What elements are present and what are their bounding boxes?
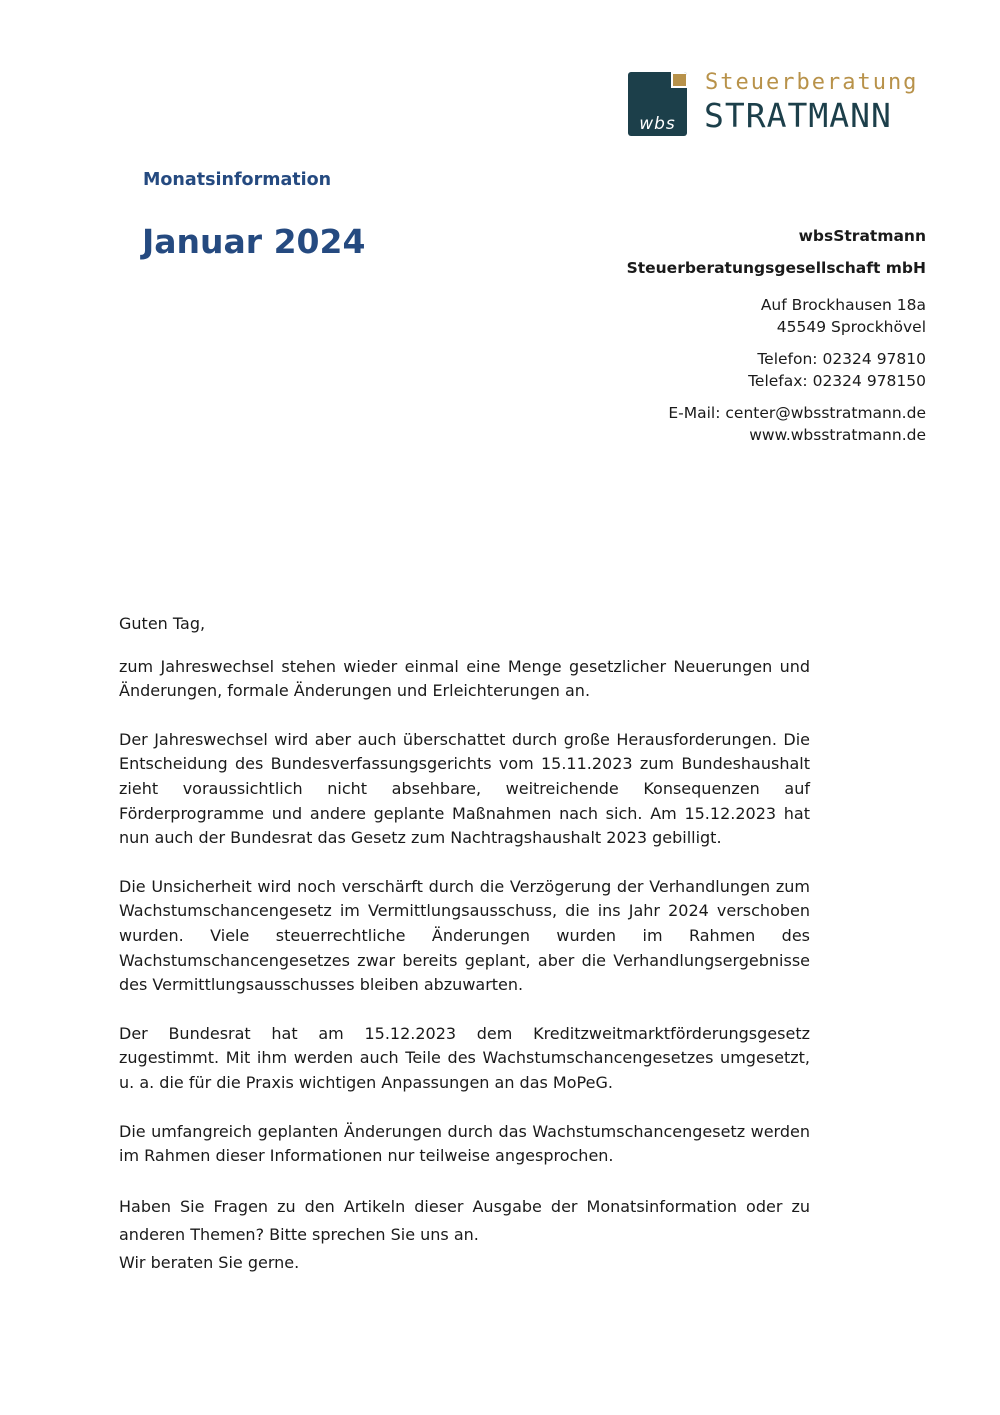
- email: E-Mail: center@wbsstratmann.de: [668, 404, 926, 422]
- fax: Telefax: 02324 978150: [748, 372, 926, 390]
- logo-line-1: Steuerberatung: [705, 70, 919, 95]
- company-logo: [628, 70, 918, 140]
- street: Auf Brockhausen 18a: [760, 296, 926, 314]
- sender-address: [426, 220, 926, 446]
- logo-mark-text: wbs: [639, 114, 676, 134]
- company-legal-name: Steuerberatungsgesellschaft mbH: [626, 259, 926, 277]
- paragraph: Die Unsicherheit wird noch verschärft durch die Verzögerung der Verhandlungen zum Wachstumschancengesetz im Vermittlungsausschuss, die ins Jahr 2024 verschoben wurden. Viele steuerrechtliche Änderungen wurden im Rahmen des Wachstumschancengesetzes zwar bereits geplant, aber die Verhandlungsergebnisse des Vermittlungsausschusses bleiben abzuwarten.: [119, 876, 810, 995]
- closing-question: Haben Sie Fragen zu den Artikeln dieser Ausgabe der Monatsinformation oder zu anderen Themen? Bitte sprechen Sie uns an.: [119, 1196, 810, 1244]
- company-name: wbsStratmann: [798, 227, 926, 245]
- closing-line: Wir beraten Sie gerne.: [119, 1252, 300, 1272]
- city: 45549 Sprockhövel: [776, 318, 926, 336]
- paragraph: Der Bundesrat hat am 15.12.2023 dem Kreditzweitmarktförderungsgesetz zugestimmt. Mit ihm werden auch Teile des Wachstumschancengesetzes umgesetzt, u. a. die für die Praxis wichtigen Anpassungen an das MoPeG.: [119, 1023, 810, 1092]
- logo-mark: [628, 72, 687, 136]
- website: www.wbsstratmann.de: [749, 426, 926, 444]
- page-title: Januar 2024: [142, 222, 366, 261]
- phone: Telefon: 02324 97810: [757, 350, 926, 368]
- logo-corner: [671, 72, 687, 88]
- greeting: Guten Tag,: [119, 614, 206, 633]
- letter-body: [119, 612, 810, 1277]
- newsletter-kicker: Monatsinformation: [143, 170, 332, 190]
- logo-line-2: STRATMANN: [704, 96, 892, 135]
- paragraph: zum Jahreswechsel stehen wieder einmal eine Menge gesetzlicher Neuerungen und Änderungen, formale Änderungen und Erleichterungen an.: [119, 656, 810, 701]
- paragraph: Die umfangreich geplanten Änderungen durch das Wachstumschancengesetz werden im Rahmen dieser Informationen nur teilweise angesprochen.: [119, 1121, 810, 1166]
- paragraph: Der Jahreswechsel wird aber auch überschattet durch große Herausforderungen. Die Entscheidung des Bundesverfassungsgerichts vom 15.11.2023 zum Bundeshaushalt zieht voraussichtlich nicht absehbare, weitreichende Konsequenzen auf Förderprogramme und andere geplante Maßnahmen nach sich. Am 15.12.2023 hat nun auch der Bundesrat das Gesetz zum Nachtragshaushalt 2023 gebilligt.: [119, 729, 810, 848]
